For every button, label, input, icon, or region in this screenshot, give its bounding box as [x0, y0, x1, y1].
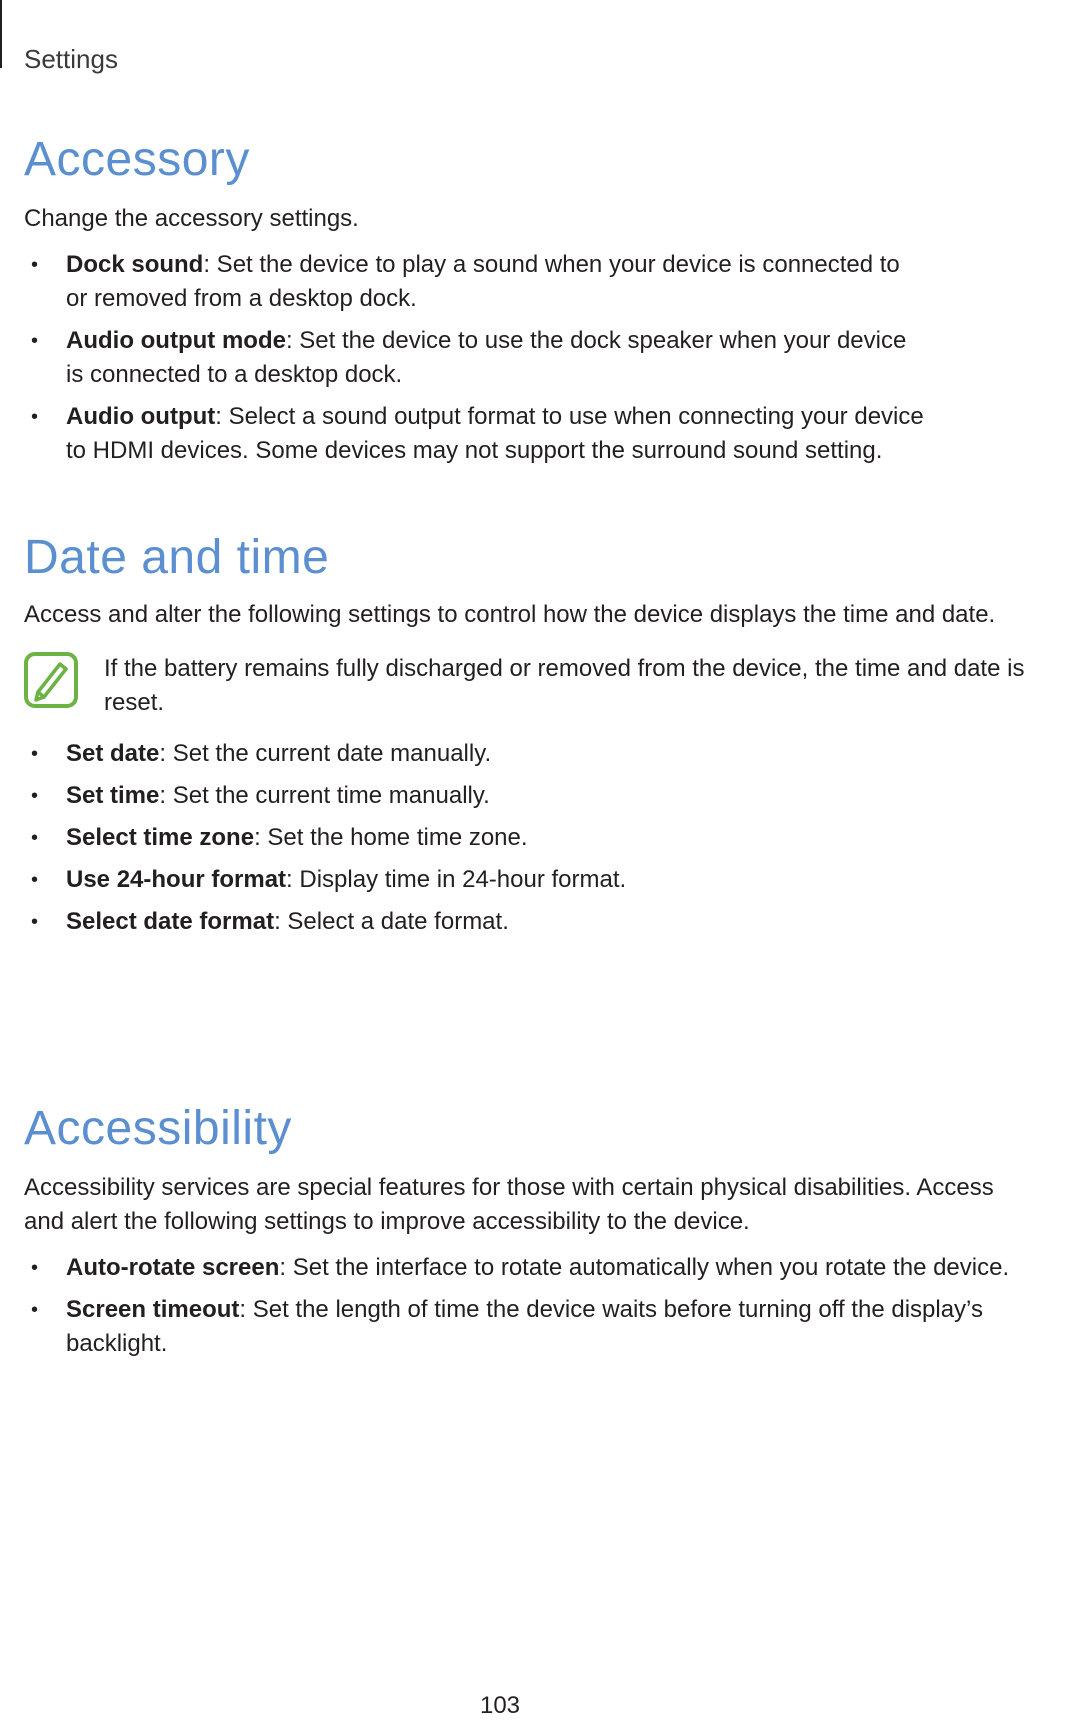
bullet: •: [31, 406, 39, 428]
running-header: Settings: [24, 44, 118, 74]
item-term: Select date format: [66, 908, 275, 935]
list-item: [24, 779, 924, 813]
item-term: Set date: [66, 740, 160, 767]
section-intro: Change the accessory settings.: [24, 205, 359, 232]
item-text: : Set the interface to rotate automatically when you rotate the device.: [279, 1254, 1010, 1281]
list-item: [24, 737, 924, 771]
left-margin-rule: [0, 0, 2, 68]
page-number: 103: [479, 1692, 521, 1719]
section-date-and-time: [24, 530, 1064, 632]
date-time-list: [24, 737, 924, 939]
list-item: [24, 905, 924, 939]
list-item: [24, 324, 924, 392]
section-accessory: [24, 132, 1064, 476]
list-item: [24, 821, 924, 855]
list-item: [24, 1293, 986, 1361]
section-accessibility: [24, 1101, 1064, 1369]
list-item: [24, 400, 924, 468]
item-term: Screen timeout: [66, 1296, 240, 1323]
list-item: [24, 1251, 1064, 1285]
item-text: : Set the home time zone.: [254, 824, 528, 851]
item-text: : Set the device to play a sound when your device is connected to or removed from a desktop dock.: [66, 251, 900, 312]
item-text: : Display time in 24-hour format.: [286, 866, 627, 893]
item-term: Audio output: [66, 403, 216, 430]
accessory-list: [24, 248, 924, 468]
bullet: •: [31, 869, 39, 891]
item-text: : Set the current time manually.: [159, 782, 490, 809]
section-intro: Access and alter the following settings to control how the device displays the time and date.: [24, 601, 996, 628]
note-text: If the battery remains fully discharged or removed from the device, the time and date is reset.: [104, 655, 1025, 716]
bullet: •: [31, 330, 39, 352]
list-item: [24, 248, 924, 316]
item-text: : Select a sound output format to use when connecting your device to HDMI devices. Some devices may not support the surround sound setting.: [66, 403, 924, 464]
bullet: •: [31, 1299, 39, 1321]
item-term: Set time: [66, 782, 160, 809]
item-term: Use 24-hour format: [66, 866, 287, 893]
item-text: : Set the length of time the device waits before turning off the display’s backlight.: [66, 1296, 983, 1357]
item-text: : Set the current date manually.: [159, 740, 492, 767]
item-term: Select time zone: [66, 824, 255, 851]
item-text: : Set the device to use the dock speaker when your device is connected to a desktop dock.: [66, 327, 907, 388]
bullet: •: [31, 1257, 39, 1279]
section-title: Accessibility: [24, 1102, 292, 1155]
section-intro-line-1: Accessibility services are special features for those with certain physical disabilities. Access: [24, 1174, 994, 1201]
item-text: : Select a date format.: [274, 908, 509, 935]
list-item: [24, 863, 924, 897]
section-title: Accessory: [24, 133, 250, 186]
accessibility-list: [24, 1251, 1064, 1361]
bullet: •: [31, 827, 39, 849]
item-term: Auto-rotate screen: [66, 1254, 280, 1281]
section-intro-line-2: and alert the following settings to improve accessibility to the device.: [24, 1208, 750, 1235]
bullet: •: [31, 911, 39, 933]
bullet: •: [31, 785, 39, 807]
item-term: Dock sound: [66, 251, 204, 278]
note-pencil-icon: [24, 652, 78, 708]
date-time-list-wrap: [24, 737, 1064, 947]
item-term: Audio output mode: [66, 327, 286, 354]
bullet: •: [31, 254, 39, 276]
bullet: •: [31, 743, 39, 765]
section-title: Date and time: [24, 531, 330, 584]
